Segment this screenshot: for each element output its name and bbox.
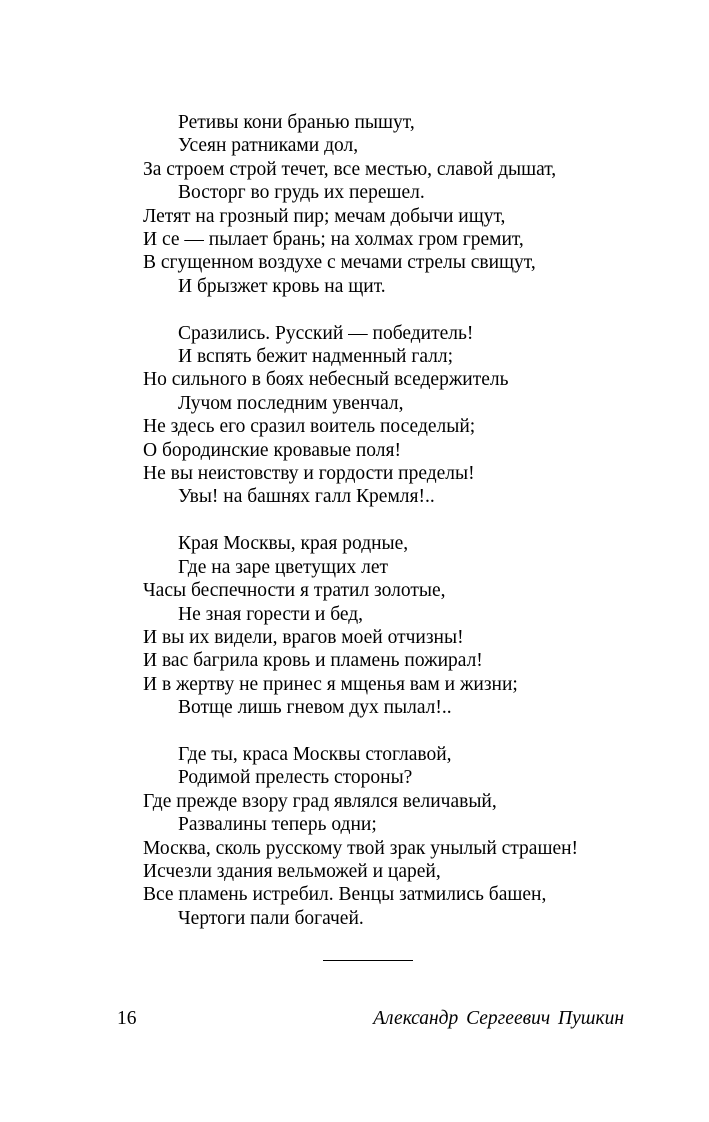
poem-line: Где прежде взору град являлся величавый, (143, 790, 497, 812)
poem-line: Родимой прелесть стороны? (178, 767, 413, 789)
poem-line: Восторг во грудь их перешел. (178, 182, 425, 204)
poem-line: Вотще лишь гневом дух пылал!.. (178, 697, 452, 719)
poem-line: О бородинские кровавые поля! (143, 439, 401, 461)
poem-line: И вспять бежит надменный галл; (178, 346, 454, 368)
poem-line: Часы беспечности я тратил золотые, (143, 580, 446, 602)
poem-line: Все пламень истребил. Венцы затмились башен, (143, 884, 547, 906)
poem-line: И вас багрила кровь и пламень пожирал! (143, 650, 483, 672)
poem-line: Усеян ратниками дол, (178, 135, 359, 157)
poem-line: Сразились. Русский — победитель! (178, 322, 474, 344)
poem-line: Чертоги пали богачей. (178, 907, 364, 929)
poem-line: И брызжет кровь на щит. (178, 275, 386, 297)
section-divider (323, 960, 413, 961)
page-number: 16 (117, 1008, 137, 1029)
stanza (143, 322, 663, 509)
stanza (143, 111, 663, 298)
poem-line: И вы их видели, врагов моей отчизны! (143, 626, 464, 648)
poem-line: Москва, сколь русскому твой зрак унылый страшен! (143, 837, 579, 859)
poem-line: Лучом последним увенчал, (178, 392, 404, 414)
poem-text (143, 111, 663, 954)
poem-line: Но сильного в боях небесный вседержитель (143, 369, 509, 391)
running-title: Александр Сергеевич Пушкин (373, 1008, 624, 1029)
poem-line: Развалины теперь одни; (178, 814, 377, 836)
poem-line: Увы! на башнях галл Кремля!.. (178, 486, 435, 508)
poem-line: Где на заре цветущих лет (178, 556, 389, 578)
poem-line: Не здесь его сразил воитель поседелый; (143, 416, 476, 438)
poem-line: За строем строй течет, все местью, славой дышат, (143, 158, 557, 180)
poem-line: Ретивы кони бранью пышут, (178, 112, 415, 133)
stanza (143, 743, 663, 930)
poem-line: И в жертву не принес я мщенья вам и жизни; (143, 673, 518, 695)
poem-line: Исчезли здания вельможей и царей, (143, 860, 441, 882)
poem-line: Летят на грозный пир; мечам добычи ищут, (143, 205, 506, 227)
poem-line: Не зная горести и бед, (178, 603, 364, 625)
poem-line: Не вы неистовству и гордости пределы! (143, 463, 475, 485)
stanza (143, 532, 663, 719)
poem-line: В сгущенном воздухе с мечами стрелы свищут, (143, 252, 536, 274)
poem-line: Где ты, краса Москвы стоглавой, (178, 743, 452, 765)
poem-line: И се — пылает брань; на холмах гром гремит, (143, 229, 524, 251)
poem-line: Края Москвы, края родные, (178, 533, 409, 555)
